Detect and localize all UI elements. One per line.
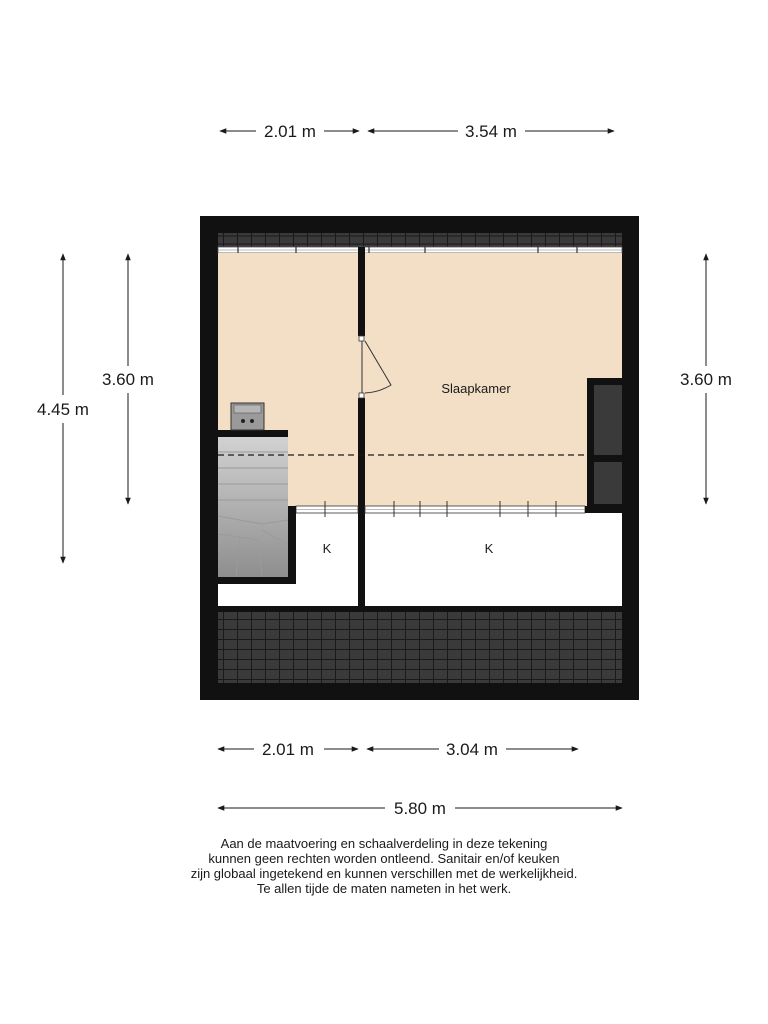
dim-bottom-total: 5.80 m [394,799,446,818]
dim-bottom-right: 3.04 m [446,740,498,759]
disclaimer-line-1: Aan de maatvoering en schaalverdeling in deze tekening [220,836,548,851]
dim-left-outer: 4.45 m [37,400,89,419]
disclaimer-line-3: zijn globaal ingetekend en kunnen verschillen met de werkelijkheid. [190,866,578,881]
top-windows [218,246,622,254]
dim-top-right: 3.54 m [465,122,517,141]
dimension-right [680,254,732,504]
room-label-storage-left: K [322,541,332,556]
stair-wall-bottom [218,577,296,584]
dim-right: 3.60 m [680,370,732,389]
boiler [231,403,264,430]
disclaimer-line-2: kunnen geen rechten worden ontleend. Sanitair en/of keuken [208,851,560,866]
dim-bottom-left: 2.01 m [262,740,314,759]
bedroom-floor [365,253,622,506]
eave-wall [218,606,622,612]
dimension-bottom [218,740,622,818]
stair-wall-top [218,430,288,437]
stair-wall-right [288,506,296,584]
disclaimer [134,836,634,896]
storage-right [365,513,622,606]
disclaimer-line-4: Te allen tijde de maten nameten in het werk. [256,881,512,896]
interior-wall [358,247,365,606]
dim-top-left: 2.01 m [264,122,316,141]
room-label-bedroom: Slaapkamer [441,381,511,396]
storage-bottom-left [218,583,358,606]
dimension-left [37,254,154,563]
room-label-storage-right: K [484,541,494,556]
roof-tiles-bottom [218,612,622,683]
roof-tiles-top [218,233,622,247]
dimension-top [220,122,614,141]
wardrobe [587,378,622,510]
dim-left-inner: 3.60 m [102,370,154,389]
staircase [218,437,288,577]
